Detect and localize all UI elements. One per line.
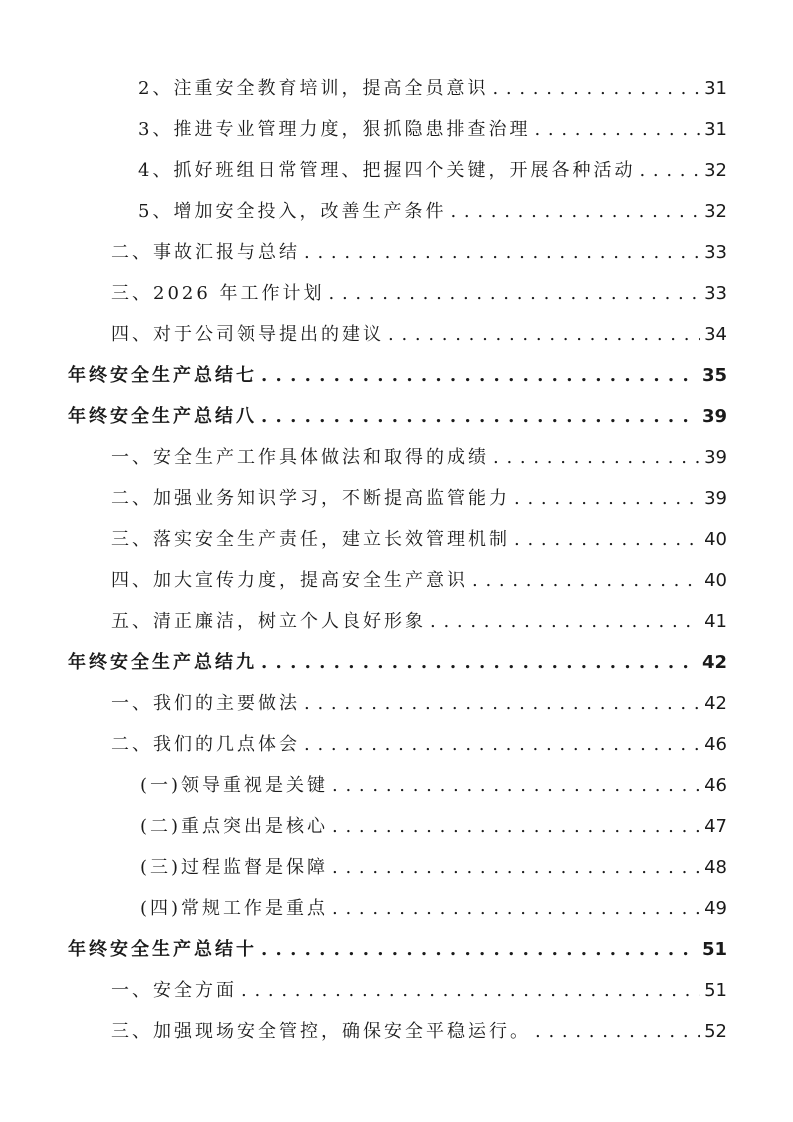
- toc-entry[interactable]: [0, 437, 793, 478]
- toc-entry[interactable]: [0, 847, 793, 888]
- toc-page-number: 47: [704, 816, 727, 837]
- toc-entry[interactable]: [0, 601, 793, 642]
- toc-dot-leader: [332, 765, 700, 806]
- toc-dot-leader: [639, 150, 700, 191]
- toc-entry[interactable]: [0, 191, 793, 232]
- toc-page-number: 51: [701, 939, 727, 960]
- toc-dot-leader: [472, 560, 700, 601]
- toc-page-number: 48: [704, 857, 727, 878]
- toc-dot-leader: [304, 683, 700, 724]
- toc-page-number: 39: [704, 447, 727, 468]
- toc-page-number: 32: [704, 201, 727, 222]
- toc-dot-leader: [492, 68, 700, 109]
- toc-dot-leader: [450, 191, 700, 232]
- toc-entry[interactable]: [0, 724, 793, 765]
- toc-dot-leader: [304, 232, 700, 273]
- toc-page-number: 34: [704, 324, 727, 345]
- toc-page-number: 46: [704, 775, 727, 796]
- toc-entry[interactable]: [0, 68, 793, 109]
- toc-page-number: 31: [704, 119, 727, 140]
- toc-dot-leader: [329, 273, 701, 314]
- toc-entry-title: 三、2026 年工作计划: [111, 283, 325, 304]
- toc-dot-leader: [332, 806, 700, 847]
- toc-page-number: 33: [704, 242, 727, 263]
- table-of-contents: [0, 68, 793, 1052]
- toc-entry-title: (一)领导重视是关键: [140, 775, 329, 796]
- toc-page-number: 52: [704, 1021, 727, 1042]
- toc-page-number: 42: [701, 652, 727, 673]
- toc-entry[interactable]: [0, 560, 793, 601]
- toc-page-number: 40: [704, 529, 727, 550]
- toc-entry[interactable]: [0, 109, 793, 150]
- toc-entry-title: 5、增加安全投入，改善生产条件: [138, 201, 447, 222]
- toc-page-number: 41: [704, 611, 727, 632]
- toc-dot-leader: [332, 847, 700, 888]
- toc-page-number: 42: [704, 693, 727, 714]
- toc-page-number: 49: [704, 898, 727, 919]
- toc-entry[interactable]: [0, 273, 793, 314]
- toc-entry[interactable]: [0, 396, 793, 437]
- toc-entry-title: 年终安全生产总结十: [68, 939, 257, 960]
- toc-page-number: 33: [704, 283, 727, 304]
- toc-entry[interactable]: [0, 765, 793, 806]
- toc-dot-leader: [514, 519, 700, 560]
- toc-entry-title: 一、安全方面: [111, 980, 237, 1001]
- toc-entry[interactable]: [0, 970, 793, 1011]
- toc-entry[interactable]: [0, 806, 793, 847]
- toc-page-number: 46: [704, 734, 727, 755]
- toc-entry-title: 四、对于公司领导提出的建议: [111, 324, 384, 345]
- toc-page-number: 40: [704, 570, 727, 591]
- toc-entry-title: (四)常规工作是重点: [140, 898, 329, 919]
- toc-entry-title: 三、落实安全生产责任，建立长效管理机制: [111, 529, 510, 550]
- toc-page-number: 35: [701, 365, 727, 386]
- toc-dot-leader: [388, 314, 700, 355]
- toc-page-number: 31: [704, 78, 727, 99]
- toc-entry-title: 五、清正廉洁，树立个人良好形象: [111, 611, 426, 632]
- toc-entry-title: 4、抓好班组日常管理、把握四个关键，开展各种活动: [138, 160, 636, 181]
- toc-entry-title: 一、安全生产工作具体做法和取得的成绩: [111, 447, 489, 468]
- toc-dot-leader: [493, 437, 700, 478]
- toc-entry[interactable]: [0, 683, 793, 724]
- toc-dot-leader: [332, 888, 700, 929]
- toc-entry-title: 二、我们的几点体会: [111, 734, 300, 755]
- toc-entry[interactable]: [0, 1011, 793, 1052]
- toc-entry-title: (二)重点突出是核心: [140, 816, 329, 837]
- toc-entry-title: 年终安全生产总结九: [68, 652, 257, 673]
- toc-entry[interactable]: [0, 150, 793, 191]
- toc-dot-leader: [261, 642, 698, 683]
- toc-entry[interactable]: [0, 232, 793, 273]
- toc-page-number: 39: [701, 406, 727, 427]
- toc-dot-leader: [241, 970, 700, 1011]
- toc-dot-leader: [430, 601, 700, 642]
- toc-entry[interactable]: [0, 314, 793, 355]
- toc-dot-leader: [261, 929, 698, 970]
- toc-entry-title: 三、加强现场安全管控，确保安全平稳运行。: [111, 1021, 531, 1042]
- toc-entry-title: 四、加大宣传力度，提高安全生产意识: [111, 570, 468, 591]
- toc-entry-title: 一、我们的主要做法: [111, 693, 300, 714]
- toc-entry[interactable]: [0, 355, 793, 396]
- toc-entry[interactable]: [0, 519, 793, 560]
- toc-entry-title: 年终安全生产总结八: [68, 406, 257, 427]
- toc-entry-title: 2、注重安全教育培训，提高全员意识: [138, 78, 489, 99]
- toc-dot-leader: [261, 355, 698, 396]
- toc-entry[interactable]: [0, 929, 793, 970]
- toc-dot-leader: [514, 478, 700, 519]
- toc-entry-title: (三)过程监督是保障: [140, 857, 329, 878]
- toc-page-number: 51: [704, 980, 727, 1001]
- toc-page-number: 39: [704, 488, 727, 509]
- toc-dot-leader: [535, 1011, 700, 1052]
- toc-page-number: 32: [704, 160, 727, 181]
- toc-entry[interactable]: [0, 888, 793, 929]
- toc-entry-title: 3、推进专业管理力度，狠抓隐患排查治理: [138, 119, 531, 140]
- toc-entry[interactable]: [0, 642, 793, 683]
- toc-entry[interactable]: [0, 478, 793, 519]
- toc-dot-leader: [261, 396, 698, 437]
- toc-dot-leader: [534, 109, 700, 150]
- toc-entry-title: 二、事故汇报与总结: [111, 242, 300, 263]
- toc-entry-title: 年终安全生产总结七: [68, 365, 257, 386]
- toc-dot-leader: [304, 724, 700, 765]
- toc-entry-title: 二、加强业务知识学习，不断提高监管能力: [111, 488, 510, 509]
